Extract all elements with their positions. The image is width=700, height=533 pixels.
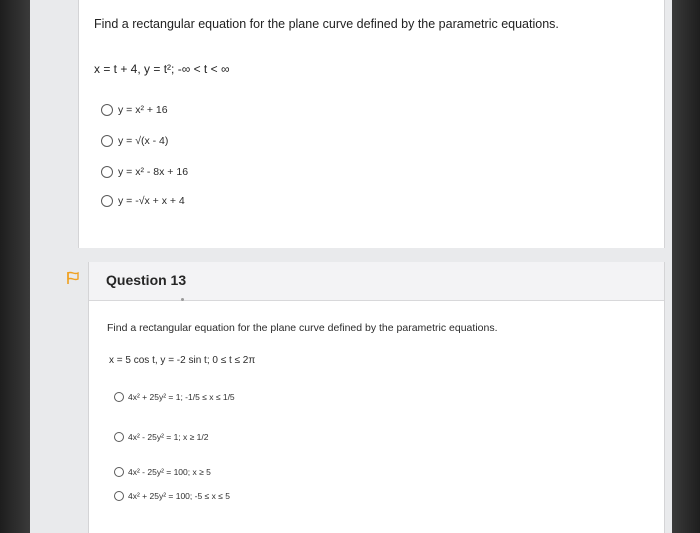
q12-option-3-label: y = x² - 8x + 16 xyxy=(118,166,189,178)
radio-button[interactable] xyxy=(114,467,124,477)
radio-button[interactable] xyxy=(114,432,124,442)
radio-button[interactable] xyxy=(114,491,124,501)
q13-option-2[interactable] xyxy=(114,432,209,442)
question-12-equation: x = t + 4, y = t²; -∞ < t < ∞ xyxy=(94,62,230,76)
q13-option-3[interactable] xyxy=(114,467,211,477)
q12-option-1[interactable] xyxy=(101,104,168,116)
radio-button[interactable] xyxy=(101,195,113,207)
radio-button[interactable] xyxy=(114,392,124,402)
question-12-card xyxy=(78,0,665,248)
q13-option-3-label: 4x² - 25y² = 100; x ≥ 5 xyxy=(128,467,211,477)
question-13-header xyxy=(89,262,664,301)
q12-option-1-label: y = x² + 16 xyxy=(118,104,168,116)
question-12-prompt: Find a rectangular equation for the plane curve defined by the parametric equations. xyxy=(94,17,559,31)
q13-option-1-label: 4x² + 25y² = 1; -1/5 ≤ x ≤ 1/5 xyxy=(128,392,235,402)
decorative-dot xyxy=(181,298,184,301)
q13-option-4[interactable] xyxy=(114,491,230,501)
flag-icon[interactable] xyxy=(66,271,80,285)
screen-bezel-left xyxy=(0,0,30,533)
radio-button[interactable] xyxy=(101,166,113,178)
screen-bezel-right xyxy=(672,0,700,533)
question-13-equation: x = 5 cos t, y = -2 sin t; 0 ≤ t ≤ 2π xyxy=(109,355,256,366)
q12-option-3[interactable] xyxy=(101,166,188,178)
q13-option-2-label: 4x² - 25y² = 1; x ≥ 1/2 xyxy=(128,432,209,442)
radio-button[interactable] xyxy=(101,104,113,116)
q13-option-1[interactable] xyxy=(114,392,235,402)
question-13-prompt: Find a rectangular equation for the plane curve defined by the parametric equations. xyxy=(107,322,498,334)
q12-option-2[interactable] xyxy=(101,135,168,147)
question-13-title: Question 13 xyxy=(106,272,187,288)
q12-option-4-label: y = -√x + x + 4 xyxy=(118,195,185,207)
radio-button[interactable] xyxy=(101,135,113,147)
q13-option-4-label: 4x² + 25y² = 100; -5 ≤ x ≤ 5 xyxy=(128,491,230,501)
question-13-card xyxy=(88,262,665,533)
q12-option-4[interactable] xyxy=(101,195,185,207)
q12-option-2-label: y = √(x - 4) xyxy=(118,135,169,147)
